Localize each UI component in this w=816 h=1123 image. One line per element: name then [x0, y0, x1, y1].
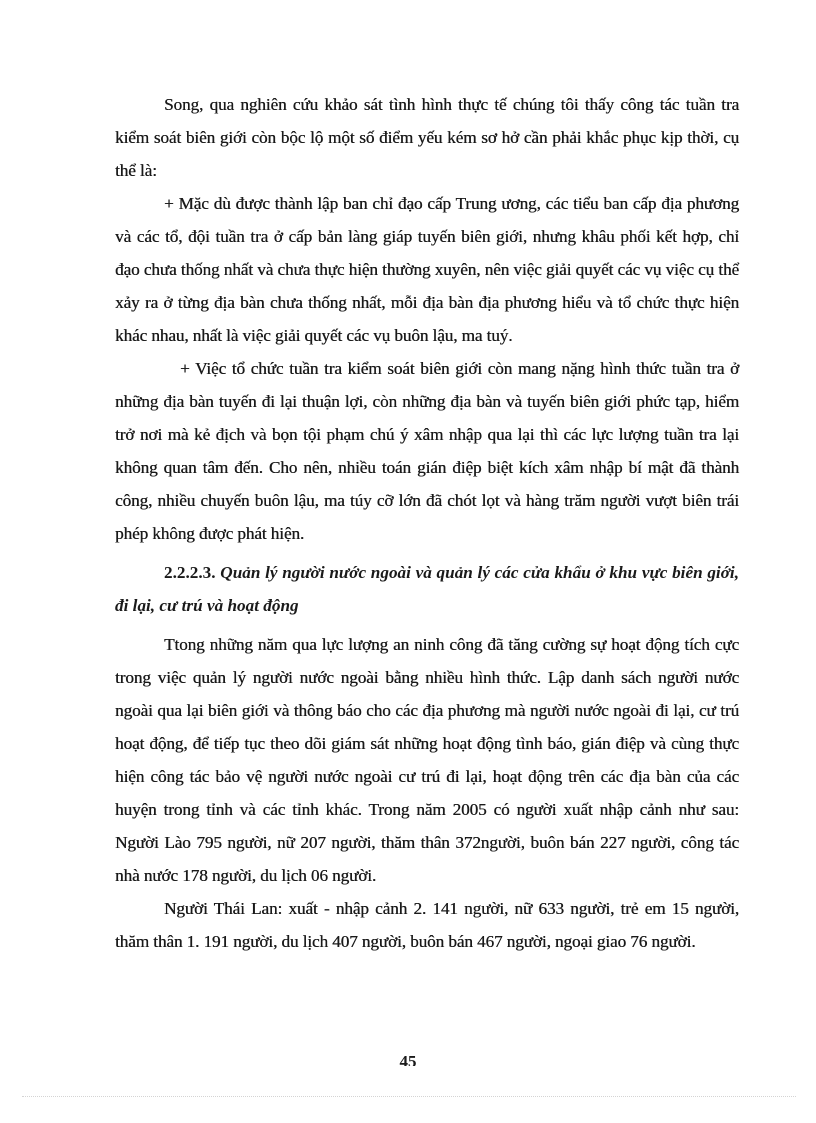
paragraph-intro: Song, qua nghiên cứu khảo sát tình hình thực tế chúng tôi thấy công tác tuần tra kiểm soát biên giới còn bộc lộ một số điểm yếu kém sơ hở cần phải khắc phục kịp thời, cụ thể là: [115, 95, 739, 180]
page-number: 45 [399, 1052, 417, 1066]
footer-divider [22, 1096, 796, 1097]
paragraph-bullet-patrol: + Việc tổ chức tuần tra kiểm soát biên giới còn mang nặng hình thức tuần tra ở những địa bàn tuyến đi lại thuận lợi, còn những địa bàn và tuyến biên giới phức tạp, hiểm trở nơi mà kẻ địch và bọn tội phạm chú ý xâm nhập qua lại thì các lực lượng tuần tra lại không quan tâm đến. Cho nên, nhiều toán gián điệp biệt kích xâm nhập bí mật đã thành công, nhiều chuyến buôn lậu, ma túy cỡ lớn đã chót lọt và hàng trăm người vượt biên trái phép không được phát hiện. [115, 359, 739, 543]
paragraph-bullet-coordination: + Mặc dù được thành lập ban chỉ đạo cấp Trung ương, các tiểu ban cấp địa phương và các tổ, đội tuần tra ở cấp bản làng giáp tuyến biên giới, nhưng khâu phối kết hợp, chỉ đạo chưa thống nhất và chưa thực hiện thường xuyên, nên việc giải quyết các vụ việc cụ thể xảy ra ở từng địa bàn chưa thống nhất, mỗi địa bàn địa phương hiểu và tổ chức thực hiện khác nhau, nhất là việc giải quyết các vụ buôn lậu, ma tuý. [115, 194, 739, 345]
document-page [115, 88, 739, 958]
paragraph-foreigner-management: Ttong những năm qua lực lượng an ninh công đã tăng cường sự hoạt động tích cực trong việc quản lý người nước ngoài bằng nhiều hình thức. Lập danh sách người nước ngoài qua lại biên giới và thông báo cho các địa phương mà người nước ngoài đi lại, cư trú hoạt động, để tiếp tục theo dõi giám sát những hoạt động tình báo, gián điệp và cùng thực hiện công tác bảo vệ người nước ngoài cư trú đi lại, hoạt động trên các địa bàn của các huyện trong tỉnh và các tỉnh khác. Trong năm 2005 có người xuất nhập cảnh như sau: Người Lào 795 người, nữ 207 người, thăm thân 372người, buôn bán 227 người, công tác nhà nước 178 người, du lịch 06 người. [115, 635, 739, 885]
section-heading [115, 556, 739, 622]
paragraph-thai-statistics: Người Thái Lan: xuất - nhập cảnh 2. 141 người, nữ 633 người, trẻ em 15 người, thăm thân 1. 191 người, du lịch 407 người, buôn bán 467 người, ngoại giao 76 người. [115, 899, 739, 951]
section-number: 2.2.2.3. [164, 563, 216, 582]
section-title: Quản lý người nước ngoài và quản lý các cửa khẩu ở khu vực biên giới, đi lại, cư trú và hoạt động [115, 563, 740, 615]
